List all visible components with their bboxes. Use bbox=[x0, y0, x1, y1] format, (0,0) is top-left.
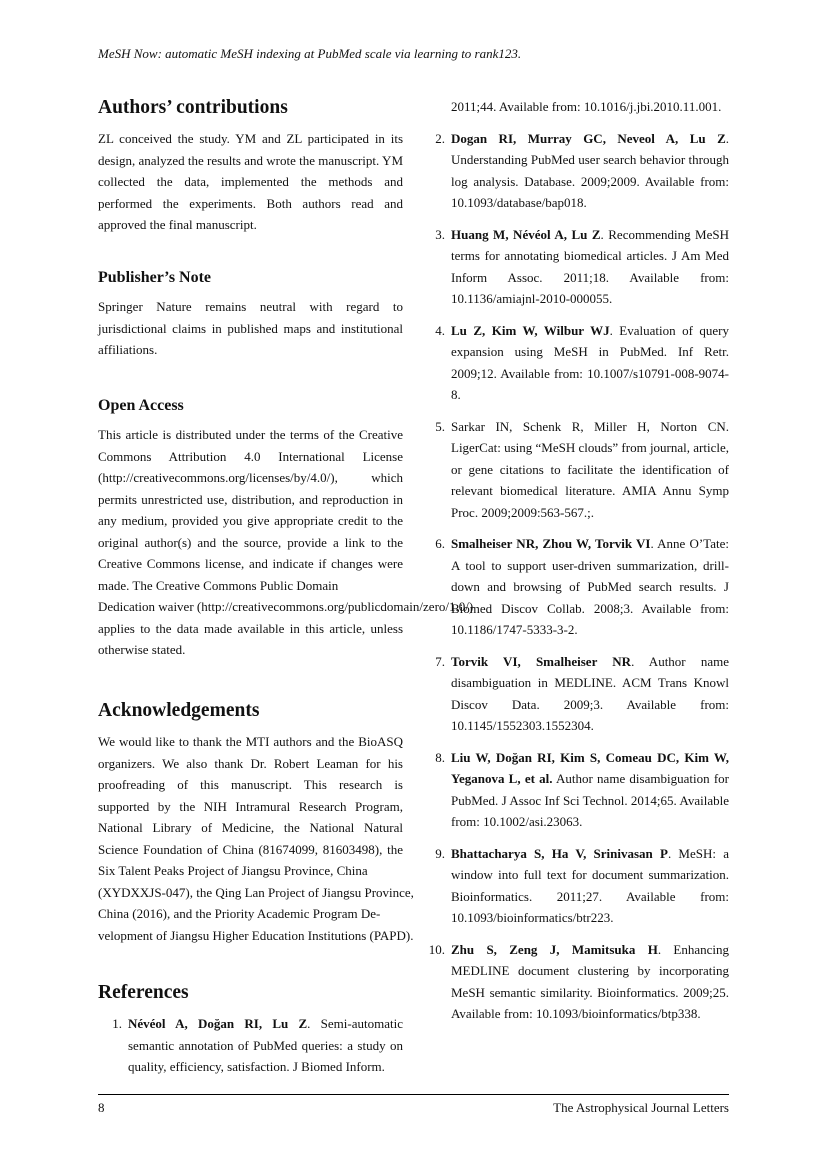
open-access-cc0-link[interactable]: Dedication waiver (http://creativecommons.org/publicdomain/zero/1.0/) bbox=[98, 599, 474, 614]
reference-number: 8. bbox=[435, 749, 445, 765]
reference-text: . Evaluation of query expansion using MeSH in PubMed. Inf Retr. 2009;12. Available from: 10.1007/s10791-008-9074-8. bbox=[451, 322, 729, 402]
reference-body bbox=[451, 323, 729, 403]
reference-body bbox=[451, 131, 729, 211]
footer-rule bbox=[98, 1094, 729, 1095]
open-access-text bbox=[98, 424, 474, 661]
reference-item-3 bbox=[435, 224, 730, 310]
reference-body bbox=[451, 536, 729, 637]
reference-1-continuation: 2011;44. Available from: 10.1016/j.jbi.2010.11.001. bbox=[451, 99, 722, 114]
reference-body bbox=[451, 419, 729, 520]
open-access-section bbox=[98, 396, 474, 661]
reference-text: . MeSH: a window into full text for document summarization. Bioinformatics. 2011;27. Available from: 10.1093/bioinformatics/btr223. bbox=[451, 845, 729, 925]
reference-authors: Lu Z, Kim W, Wilbur WJ bbox=[451, 322, 610, 338]
reference-item-7 bbox=[435, 651, 729, 737]
publishers-note-text: Springer Nature remains neutral with regard to jurisdictional claims in published maps and institutional affiliations. bbox=[98, 299, 403, 357]
reference-authors: Liu W, Doğan RI, Kim S, Comeau DC, Kim W, Yeganova L, et al. bbox=[451, 749, 729, 786]
acknowledgements-line-2: China (2016), and the Priority Academic Program De- bbox=[98, 906, 381, 921]
reference-body bbox=[451, 846, 729, 926]
reference-body bbox=[128, 1016, 403, 1074]
reference-item-8 bbox=[435, 747, 729, 833]
authors-contributions-heading: Authors’ contributions bbox=[98, 97, 288, 118]
reference-text: . Recommending MeSH terms for annotating biomedical articles. J Am Med Inform Assoc. 2011;18. Available from: 10.1136/amiajnl-2010-000055. bbox=[451, 226, 730, 306]
acknowledgements-line-3: velopment of Jiangsu Higher Education Institutions (PAPD). bbox=[98, 927, 414, 943]
acknowledgements-line-1: (XYDXXJS-047), the Qing Lan Project of Jiangsu Province, bbox=[98, 884, 414, 900]
page-number: 8 bbox=[98, 1100, 105, 1115]
reference-text: . Author name disambiguation in MEDLINE. ACM Trans Knowl Discov Data. 2009;3. Available from: 10.1145/1552303.1552304. bbox=[451, 653, 729, 733]
reference-authors: Smalheiser NR, Zhou W, Torvik VI bbox=[451, 536, 651, 551]
open-access-text-end: applies to the data made available in this article, unless otherwise stated. bbox=[98, 620, 403, 657]
reference-number: 9. bbox=[435, 845, 445, 861]
open-access-text-main: This article is distributed under the terms of the Creative Commons Attribution 4.0 International License (http://creativecommons.org/licenses/by/4.0/), which permits unrestricted use, distribution, and reproduction in any medium, provided you give appropriate credit to the original author(s) and the source, provide a link to the Creative Commons license, and indicate if changes were made. The Creative Commons Public Domain bbox=[98, 427, 403, 593]
reference-number: 5. bbox=[435, 418, 445, 434]
reference-authors: Bhattacharya S, Ha V, Srinivasan P bbox=[451, 845, 668, 861]
reference-text: . Anne O’Tate: A tool to support user-driven summarization, drill-down and browsing of PubMed search results. J Biomed Discov Collab. 2008;3. Available from: 10.1186/1747-5333-3-2. bbox=[451, 536, 729, 637]
reference-number: 3. bbox=[435, 226, 445, 242]
reference-text: . Enhancing MEDLINE document clustering by incorporating MeSH semantic similarity. Bioinformatics. 2009;25. Available from: 10.1093/bioinformatics/btp338. bbox=[451, 941, 730, 1021]
authors-contributions-section bbox=[98, 96, 403, 236]
reference-text: Author name disambiguation for PubMed. J Assoc Inf Sci Technol. 2014;65. Available from: 10.1002/asi.23063. bbox=[451, 771, 729, 829]
reference-number: 1. bbox=[112, 1016, 122, 1031]
reference-authors: Zhu S, Zeng J, Mamitsuka H bbox=[451, 941, 658, 957]
reference-text: . Semi-automatic semantic annotation of PubMed queries: a study on quality, efficiency, satisfaction. J Biomed Inform. bbox=[128, 1016, 403, 1074]
reference-authors: Dogan RI, Murray GC, Neveol A, Lu Z bbox=[451, 130, 726, 146]
reference-text: Sarkar IN, Schenk R, Miller H, Norton CN. LigerCat: using “MeSH clouds” from journal, article, or gene citations to facilitate the identification of relevant biomedical literature. AMIA Annu Symp Proc. 2009;2009:563-567.;. bbox=[451, 418, 729, 520]
reference-list-right bbox=[413, 128, 729, 1025]
reference-number: 2. bbox=[435, 130, 445, 146]
journal-name: The Astrophysical Journal Letters bbox=[553, 1100, 729, 1115]
reference-text: . Understanding PubMed user search behavior through log analysis. Database. 2009;2009. Available from: 10.1093/database/bap018. bbox=[451, 130, 729, 210]
reference-body bbox=[451, 942, 729, 1022]
reference-number: 7. bbox=[435, 653, 445, 669]
publishers-note-heading: Publisher’s Note bbox=[98, 269, 212, 286]
reference-authors: Névéol A, Doğan RI, Lu Z bbox=[128, 1016, 308, 1031]
running-head: MeSH Now: automatic MeSH indexing at PubMed scale via learning to rank123. bbox=[98, 46, 522, 61]
reference-list-left bbox=[98, 1013, 403, 1078]
authors-contributions-text: ZL conceived the study. YM and ZL participated in its design, analyzed the results and wrote the manuscript. YM collected the data, implemented the methods and performed the experiments. Both authors read and approved the final manuscript. bbox=[98, 131, 403, 232]
reference-number: 4. bbox=[435, 322, 445, 338]
acknowledgements-heading: Acknowledgements bbox=[98, 700, 260, 721]
reference-number: 10. bbox=[428, 941, 445, 957]
right-column bbox=[413, 96, 729, 1035]
reference-item-1 bbox=[112, 1013, 403, 1078]
open-access-heading: Open Access bbox=[98, 397, 184, 414]
references-heading: References bbox=[98, 982, 189, 1003]
acknowledgements-section bbox=[98, 699, 430, 946]
reference-item-2 bbox=[435, 128, 729, 214]
reference-item-4 bbox=[435, 320, 729, 406]
reference-item-10 bbox=[428, 939, 730, 1025]
publishers-note-section bbox=[98, 268, 403, 361]
reference-authors: Huang M, Névéol A, Lu Z bbox=[451, 226, 601, 242]
references-section bbox=[98, 981, 403, 1078]
reference-authors: Torvik VI, Smalheiser NR bbox=[451, 653, 632, 669]
reference-item-5 bbox=[435, 416, 729, 524]
acknowledgements-text: We would like to thank the MTI authors and the BioASQ organizers. We also thank Dr. Robert Leaman for his proofreading of this manuscript. This research is supported by the NIH Intramural Research Program, National Library of Medicine, the National Natural Science Foundation of China (81674099, 81603498), the Six Talent Peaks Project of Jiangsu Province, China bbox=[98, 734, 403, 878]
reference-body bbox=[451, 227, 729, 307]
reference-number: 6. bbox=[435, 536, 445, 551]
reference-body bbox=[451, 654, 729, 734]
reference-body bbox=[451, 750, 729, 830]
reference-item-6 bbox=[435, 533, 729, 641]
reference-item-9 bbox=[435, 843, 729, 929]
